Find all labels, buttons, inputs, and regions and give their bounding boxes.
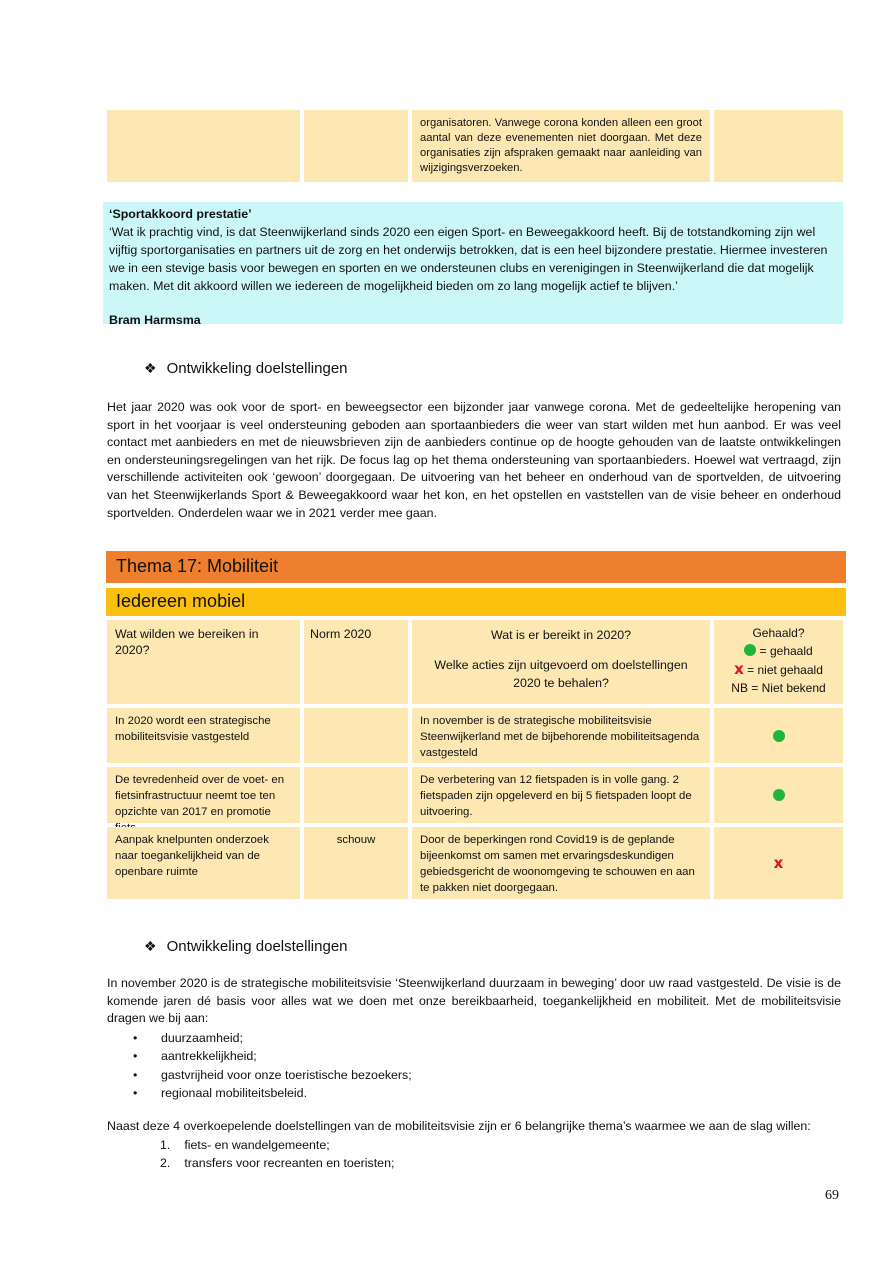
- paragraph: Het jaar 2020 was ook voor de sport- en beweegsector een bijzonder jaar vanwege corona. Met de gedeeltelijke heropening van sport in het voorjaar is veel ondersteuning geboden aan sportaanbieders die weer van start wilden met hun aanbod. Er was veel contact met aanbieders en met de nieuwsbrieven zijn de aanbieders continue op de hoogte gehouden van de laatste ontwikkelingen en ondersteuningsregelingen van het rijk. De focus lag op het thema ondersteuning van sportaanbieders. Hoewel wat vertraagd, zijn verschillende activiteiten ook ‘gewoon’ doorgegaan. De uitvoering van het beheer en onderhoud van de sportvelden, de uitvoering van het Steenwijkerlands Sport & Beweegakkoord waar het kon, en het opstellen en vaststellen van de visie beheer en onderhoud sportvelden. Onderdelen waar we in 2021 verder mee gaan.: [107, 400, 841, 520]
- list-item: [160, 1136, 394, 1154]
- legend-unknown: NB = Niet bekend: [731, 681, 826, 695]
- red-cross-icon: x: [734, 660, 744, 678]
- column-header-result-line2: Welke acties zijn uitgevoerd om doelstellingen 2020 te behalen?: [434, 658, 688, 690]
- list-item: • duurzaamheid;: [133, 1029, 412, 1047]
- list-item-number: 1.: [160, 1138, 171, 1152]
- table-header-row: [107, 620, 845, 704]
- legend-not-achieved-label: = niet gehaald: [747, 663, 823, 677]
- legend-achieved-label: = gehaald: [759, 644, 813, 658]
- status-cell: [714, 767, 843, 823]
- list-item-text: transfers voor recreanten en toeristen;: [184, 1156, 395, 1170]
- norm-cell: schouw: [304, 827, 408, 899]
- list-item-number: 2.: [160, 1156, 171, 1170]
- column-header-achieved-title: Gehaald?: [752, 626, 805, 640]
- red-cross-icon: x: [773, 854, 784, 872]
- table-row: [107, 708, 845, 763]
- table-cell-text: organisatoren. Vanwege corona konden alleen een groot aantal van deze evenementen niet doorgaan. Met deze organisaties zijn afspraken gemaakt naar aanleiding van wijzigingsverzoeken.: [412, 110, 710, 182]
- green-dot-icon: [773, 789, 785, 801]
- goal-cell: In 2020 wordt een strategische mobiliteitsvisie vastgesteld: [107, 708, 300, 763]
- result-cell: De verbetering van 12 fietspaden is in volle gang. 2 fietspaden zijn opgeleverd en bij 5 fietspaden loopt de uitvoering.: [412, 767, 710, 823]
- theme-subtitle-bar: Iedereen mobiel: [106, 588, 846, 616]
- page-number: 69: [825, 1188, 839, 1203]
- section-heading: [144, 360, 348, 377]
- numbered-list: [160, 1136, 394, 1172]
- green-dot-icon: [773, 730, 785, 742]
- column-header-result: [412, 620, 710, 704]
- quote-title: ‘Sportakkoord prestatie’: [109, 207, 252, 221]
- goal-cell: De tevredenheid over de voet- en fietsinfrastructuur neemt toe ten opzichte van 2017 en promotie: [107, 767, 300, 823]
- quote-author: Bram Harmsma: [109, 313, 201, 327]
- section-heading-text: Ontwikkeling doelstellingen: [166, 938, 348, 955]
- column-header-result-line1: Wat is er bereikt in 2020?: [490, 628, 632, 642]
- table-row: [107, 827, 845, 899]
- list-item: • aantrekkelijkheid;: [133, 1047, 412, 1065]
- green-dot-icon: [744, 644, 756, 656]
- quote-body: ‘Wat ik prachtig vind, is dat Steenwijkerland sinds 2020 een eigen Sport- en Beweegakkoord heeft. Bij de totstandkoming zijn wel vijftig sportorganisaties en partners uit de zorg en het onderwijs betrokken, dat is een heel bijzondere prestatie. Hiermee investeren we in een stevige basis voor bewegen en sporten en we ondersteunen clubs en verenigingen in Steenwijkerland die dat mogelijk maken. Met dit akkoord willen we iedereen de mogelijkheid bieden om zo lang mogelijk actief te blijven.’: [109, 225, 828, 293]
- diamond-bullet-icon: ❖: [144, 360, 157, 376]
- status-cell: [714, 827, 843, 899]
- list-item-text: fiets- en wandelgemeente;: [184, 1138, 330, 1152]
- legend-not-achieved: [734, 660, 823, 679]
- norm-cell: [304, 708, 408, 763]
- list-item: [160, 1154, 394, 1172]
- section-heading: [144, 938, 348, 955]
- table-row-continuation: [107, 110, 843, 182]
- column-header-goal: Wat wilden we bereiken in 2020?: [107, 620, 300, 704]
- table-cell-empty: [714, 110, 843, 182]
- result-cell: Door de beperkingen rond Covid19 is de geplande bijeenkomst om samen met ervaringsdeskundigen gebiedsgericht de woonomgeving te schouwen en aan te pakken niet doorgegaan.: [412, 827, 710, 899]
- table-cell-empty: [304, 110, 408, 182]
- paragraph: Naast deze 4 overkoepelende doelstellingen van de mobiliteitsvisie zijn er 6 belangrijke thema’s waarmee we aan de slag willen:: [107, 1119, 811, 1133]
- list-item: • gastvrijheid voor onze toeristische bezoekers;: [133, 1066, 412, 1084]
- paragraph: In november 2020 is de strategische mobiliteitsvisie ‘Steenwijkerland duurzaam in beweging’ door uw raad vastgesteld. De visie is de komende jaren dé basis voor alles wat we doen met onze bereikbaarheid, toegankelijkheid en mobiliteit. Met de mobiliteitsvisie dragen we bij aan:: [107, 976, 841, 1026]
- section-heading-text: Ontwikkeling doelstellingen: [166, 360, 348, 377]
- result-cell: In november is de strategische mobiliteitsvisie Steenwijkerland met de bijbehorende mobiliteitsagenda vastgesteld: [412, 708, 710, 763]
- theme-title-bar: Thema 17: Mobiliteit: [106, 551, 846, 583]
- list-item: • regionaal mobiliteitsbeleid.: [133, 1084, 412, 1102]
- norm-cell: [304, 767, 408, 823]
- legend-achieved: [744, 642, 812, 660]
- table-row: [107, 767, 845, 823]
- column-header-achieved: [714, 620, 843, 704]
- table-cell-empty: [107, 110, 300, 182]
- bullet-list: [133, 1029, 412, 1103]
- status-cell: [714, 708, 843, 763]
- goal-cell: Aanpak knelpunten onderzoek naar toegankelijkheid van de openbare ruimte: [107, 827, 300, 899]
- goals-table: [107, 620, 845, 903]
- diamond-bullet-icon: ❖: [144, 938, 157, 954]
- column-header-norm: Norm 2020: [304, 620, 408, 704]
- quote-box: [103, 202, 843, 327]
